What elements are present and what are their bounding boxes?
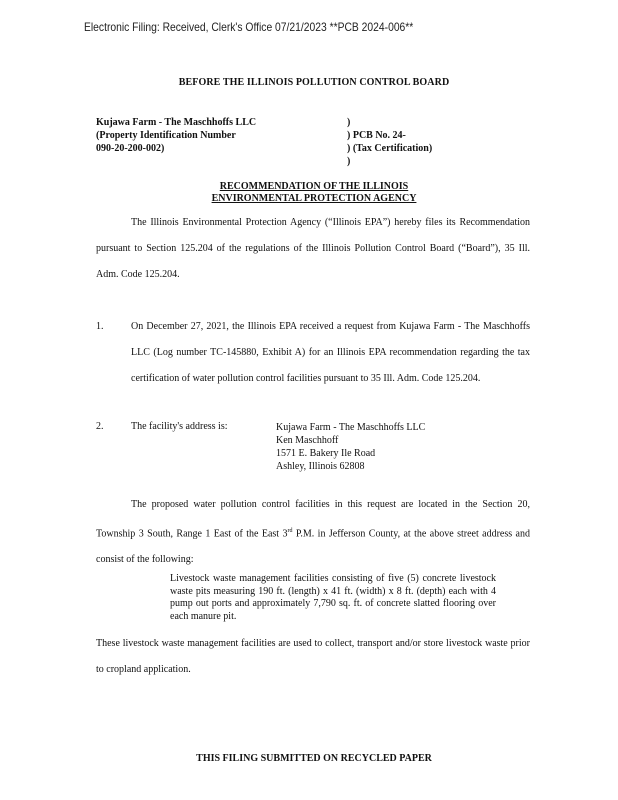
item-number: 1. bbox=[96, 321, 104, 332]
filing-header: Electronic Filing: Received, Clerk's Office 07/21/2023 **PCB 2024-006** bbox=[84, 20, 414, 34]
caption-line: ) PCB No. 24- bbox=[347, 130, 406, 141]
title-line: RECOMMENDATION OF THE ILLINOIS bbox=[219, 181, 409, 192]
facilities-text: P.M. in Jefferson County, at the above street address and consist of the following: bbox=[96, 528, 530, 566]
facility-description-block: Livestock waste management facilities consisting of five (5) concrete livestock waste pits measuring 190 ft. (length) x 41 ft. (width) x 8 ft. (depth) each with 4 pump out ports and approximately 7,790 sq. ft. of concrete slatted flooring over each manure pit. bbox=[170, 573, 496, 622]
caption-line: Kujawa Farm - The Maschhoffs LLC bbox=[96, 117, 257, 128]
item-2-label: The facility's address is: bbox=[131, 421, 228, 432]
board-title: BEFORE THE ILLINOIS POLLUTION CONTROL BOARD bbox=[178, 77, 450, 88]
caption-case-number bbox=[347, 116, 432, 168]
facility-address bbox=[276, 421, 425, 473]
address-line: Kujawa Farm - The Maschhoffs LLC bbox=[276, 422, 426, 433]
facilities-text: The proposed water pollution control facilities in this request are located in the Section 20, Township 3 South, Range 1 East of the East 3 bbox=[96, 499, 530, 540]
caption-line: (Property Identification Number bbox=[96, 130, 236, 141]
address-line: 1571 E. Bakery Ile Road bbox=[276, 448, 376, 459]
recycled-paper-footer: THIS FILING SUBMITTED ON RECYCLED PAPER bbox=[196, 753, 432, 764]
intro-paragraph: The Illinois Environmental Protection Agency (“Illinois EPA”) hereby files its Recommendation pursuant to Section 125.204 of the regulations of the Illinois Pollution Control Board (“Board”), 35 Ill. Adm. Code 125.204. bbox=[96, 217, 530, 280]
closing-paragraph: These livestock waste management facilities are used to collect, transport and/or store livestock waste prior to cropland application. bbox=[96, 638, 530, 675]
item-1-paragraph: On December 27, 2021, the Illinois EPA received a request from Kujawa Farm - The Maschhoffs LLC (Log number TC-145880, Exhibit A) for an Illinois EPA recommendation regarding the tax certification of water pollution control facilities pursuant to 35 Ill. Adm. Code 125.204. bbox=[131, 321, 530, 384]
recommendation-title bbox=[0, 181, 618, 205]
caption-line: 090-20-200-002) bbox=[96, 143, 165, 154]
caption-line: ) bbox=[347, 117, 351, 128]
caption-line: ) bbox=[347, 156, 351, 167]
item-number: 2. bbox=[96, 421, 104, 432]
caption-petitioner bbox=[96, 116, 256, 155]
title-line: ENVIRONMENTAL PROTECTION AGENCY bbox=[211, 193, 417, 204]
address-line: Ashley, Illinois 62808 bbox=[276, 461, 365, 472]
caption-line: ) (Tax Certification) bbox=[347, 143, 433, 154]
address-line: Ken Maschhoff bbox=[276, 435, 339, 446]
facilities-paragraph bbox=[96, 492, 530, 573]
ordinal-suffix: rd bbox=[287, 528, 293, 534]
